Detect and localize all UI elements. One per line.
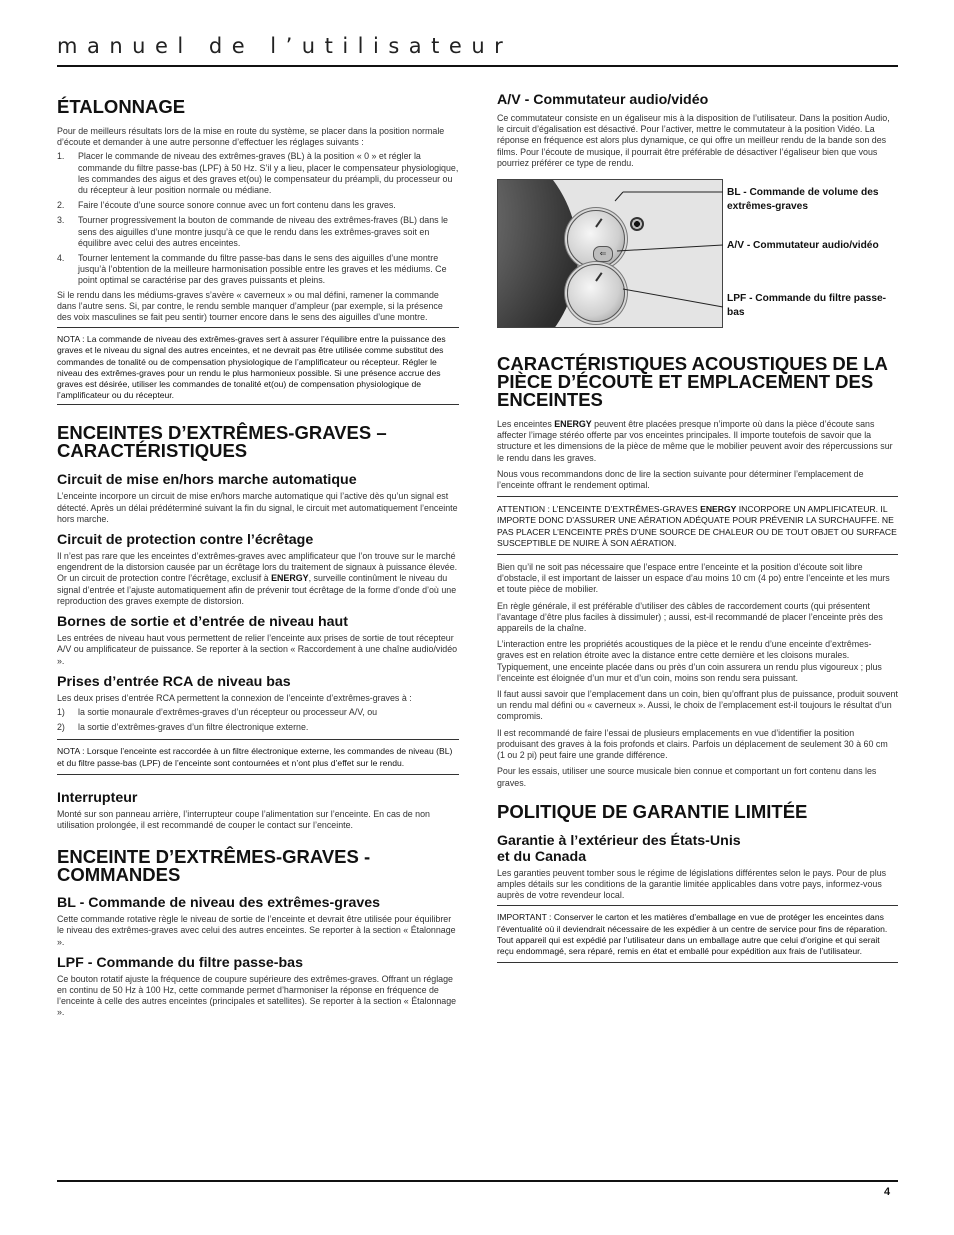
calibration-note: NOTA : La commande de niveau des extrêmes-graves sert à assurer l’équilibre entre la puissance des graves et le niveau du signal des autres enceintes, et ne devrait pas être utilisée comme substitut des commandes de tonalité ou de compensation physiologique de l’amplificateur ou récepteur. Régler le niveau des extrêmes-graves pour un rendu le plus harmonieux possible. Si une présence accrue des graves est désirée, utiliser les commandes de tonalité et(ou) de compensation physiologique de l’amplificateur ou du récepteur. — [57, 334, 446, 401]
high-level-text: Les entrées de niveau haut vous permettent de relier l’enceinte aux prises de sortie de tout récepteur A/V ou amplificateur de puissance. Se reporter à la section « Raccordement à une chaîne audio/vidéo ». — [57, 633, 458, 666]
acoustics-p7: Il est recommandé de faire l’essai de plusieurs emplacements en vue d’identifier la position produisant des graves à la fois profonds et clairs. Parfois un déplacement de seulement 30 à 60 cm (1 ou 2 pi) peut faire une grande différence. — [497, 727, 888, 761]
acoustics-p8: Pour les essais, utiliser une source musicale bien connue et comportant un fort contenu dans les graves. — [497, 766, 877, 788]
page-number: 4 — [884, 1186, 891, 1198]
av-switch: ⇐ — [593, 246, 613, 262]
calibration-step: 2. Faire l’écoute d’une source sonore connue avec un fort contenu dans les graves. — [57, 200, 396, 211]
calibration-step: 4. Tourner lentement la commande du filtre passe-bas dans le sens des aiguilles d’une montre jusqu’à l’obtention de la meilleure harmonisation possible entre les graves et les médiums. Ce point optimal se caractérise par des graves puissants et pleins. — [57, 253, 447, 286]
bl-text: Cette commande rotative règle le niveau de sortie de l’enceinte et devrait être utilisée pour équilibrer le niveau des extrêmes-graves avec celui des autres enceintes. Se reporter à la section « Étalonnage ». — [57, 914, 456, 947]
calibration-title: ÉTALONNAGE — [57, 96, 186, 117]
clip-protection-heading: Circuit de protection contre l’écrêtage — [57, 532, 314, 549]
rca-note: NOTA : Lorsque l’enceinte est raccordée à un filtre électronique externe, les commandes de niveau (BL) et du filtre passe-bas (LPF) de l’enceinte sont contournées et n’ont plus d’effet sur le rendu. — [57, 746, 453, 768]
auto-onoff-text: L’enceinte incorpore un circuit de mise en/hors marche automatique qui l’active dès qu’un signal est détecté. Après un délai prédéterminé suivant la fin du signal, le circuit met automatiquement l’enceinte hors marche. — [57, 491, 458, 524]
divider — [497, 905, 898, 906]
divider — [497, 962, 898, 963]
attention-note: ATTENTION : L’ENCEINTE D’EXTRÊMES-GRAVES ENERGY INCORPORE UN AMPLIFICATEUR. IL IMPORTE DONC D’ASSURER UNE AÉRATION ADÉQUATE POUR PRÉVENIR LA SURCHAUFFE. NE PAS PLACER L’ENCEINTE PRÈS D’UNE SOURCE DE CHALEUR OU DE TOUT OBJET OU SURFACE SUSCEPTIBLE DE NUIRE À SON AÉRATION. — [497, 504, 897, 548]
divider — [57, 327, 459, 328]
footer-rule — [57, 1180, 898, 1182]
rca-item: 1) la sortie monaurale d’extrêmes-graves d’un récepteur ou processeur A/V, ou — [57, 706, 378, 717]
acoustics-p1: Les enceintes ENERGY peuvent être placées presque n’importe où dans la pièce d’écoute sans affecter l’image stéréo offerte par vos enceintes principales. Il importe toutefois de savoir que la structure et les dimensions de la pièce de même que le mobilier peuvent avoir des répercussions sur le rendu dans les graves. — [497, 419, 893, 463]
lpf-callout: LPF - Commande du filtre passe-bas — [727, 293, 887, 318]
lpf-heading: LPF - Commande du filtre passe-bas — [57, 954, 303, 971]
page-header-title: manuel de l’utilisateur — [57, 34, 513, 58]
control-panel-diagram — [497, 179, 898, 326]
warranty-title: POLITIQUE DE GARANTIE LIMITÉE — [497, 800, 808, 822]
header-rule — [57, 65, 898, 67]
auto-onoff-heading: Circuit de mise en/hors marche automatique — [57, 472, 357, 489]
warranty-subtitle: Garantie à l’extérieur des États-Unis et du Canada — [497, 832, 741, 865]
right-column — [497, 92, 898, 963]
acoustics-title: CARACTÉRISTIQUES ACOUSTIQUES DE LA PIÈCE D’ÉCOUTE ET EMPLACEMENT DES ENCEINTES — [497, 353, 888, 411]
av-text: Ce commutateur consiste en un égaliseur mis à la disposition de l’utilisateur. Dans la position Audio, le circuit d’égalisation est désactivé. Pour l’activer, mettre le commutateur à la position Vidéo. La réponse en fréquence est alors plus dynamique, ce qui offre un meilleur rendu de la bande son des films. Pour l’écoute de musique, il pourrait être préférable de désactiver l’égaliseur bien que vous pourriez préférer ce type de rendu. — [497, 113, 890, 168]
acoustics-p6: Il faut aussi savoir que l’emplacement dans un coin, bien qu’offrant plus de puissance, produit souvent un rendu mal défini ou « caverneux ». Aussi, le choix de l’emplacement est-il toujours le résultat d’un compromis. — [497, 689, 898, 722]
rca-list — [57, 707, 459, 733]
warranty-note: IMPORTANT : Conserver le carton et les matières d’emballage en vue de protéger les enceintes dans l’éventualité où il deviendrait nécessaire de les expédier à un centre de service pour fins de réparation. Tout appareil qui est expédié par l’utilisateur dans un emballage autre que celui d’origine et qui serait reçu endommagé, sera réparé, remis en état et emballé pour expédition aux frais de l’utilisateur. — [497, 912, 888, 956]
switch-heading: Interrupteur — [57, 789, 138, 806]
av-heading: A/V - Commutateur audio/vidéo — [497, 92, 709, 108]
acoustics-p4: En règle générale, il est préférable d’utiliser des câbles de raccordement courts (qui présentent l’avantage d’être plus faciles à dissimuler) ; aussi, est-il recommandé de placer l’enceinte près des appareils de la chaîne. — [497, 600, 883, 634]
divider — [57, 739, 459, 740]
acoustics-p3: Bien qu’il ne soit pas nécessaire que l’espace entre l’enceinte et la position d’écoute soit libre d’obstacle, il est important de laisser un espace d’au moins 10 cm (4 po) entre l’enceinte et les murs et toute pièce de mobilier. — [497, 562, 890, 595]
bl-callout: BL - Commande de volume des extrêmes-graves — [727, 187, 879, 212]
brand-name: ENERGY — [271, 573, 309, 584]
switch-text: Monté sur son panneau arrière, l’interrupteur coupe l’alimentation sur l’enceinte. En cas de non utilisation prolongée, il est recommandé de couper le contact sur l’enceinte. — [57, 808, 430, 830]
left-column — [57, 92, 459, 1019]
calibration-steps — [57, 151, 459, 286]
av-callout: A/V - Commutateur audio/vidéo — [727, 240, 879, 252]
features-title: ENCEINTES D’EXTRÊMES-GRAVES – CARACTÉRISTIQUES — [57, 422, 387, 462]
brand-name: ENERGY — [700, 504, 737, 515]
calibration-intro: Pour de meilleurs résultats lors de la mise en route du système, se placer dans la position normale d’écoute et demander à une autre personne d’effectuer les réglages suivants : — [57, 126, 445, 148]
brand-name: ENERGY — [554, 419, 592, 430]
acoustics-p5: L’interaction entre les propriétés acoustiques de la pièce et le rendu d’une enceinte d’extrêmes- graves est en relation étroite avec la distance entre cette dernière et les cloisons murales. Typiquement, une enceinte placée dans ou près d’un coin assurera un rendu plus vigoureux ; plus l’enceinte est éloignée d’un mur et d’un coin, moins son rendu sera puissant. — [497, 639, 882, 683]
clip-protection-text: Il n’est pas rare que les enceintes d’extrêmes-graves avec amplificateur que l’on trouve sur le marché engendrent de la distorsion causée par un écrêtage lors du traitement de signaux à puissance élevée. Or un circuit de protection contre l’écrêtage, exclusif à ENERGY, surveille continûment le niveau du signal d’entrée et l’ajuste automatiquement afin de prévenir tout écrêtage de la forme d’onde d’où une reproduction des graves exempte de distorsion. — [57, 551, 458, 606]
calibration-step: 1. Placer le commande de niveau des extrêmes-graves (BL) à la position « 0 » et régler la commande du filtre passe-bas (LPF) à 50 Hz. S’il y a lieu, placer le compensateur physiologique, les commandes des aigus et des graves et(ou) le compensateur du préampli, du processeur ou du récepteur à leur position normale ou médiane. — [57, 151, 459, 196]
calibration-after: Si le rendu dans les médiums-graves s’avère « caverneux » ou mal défini, ramener la commande dans l’autre sens. Si, par contre, le rendu semble manquer d’ampleur (par exemple, si la présence des voix masculines se fait peu sentir) tourner encore dans le sens des aiguilles d’une montre. — [57, 289, 443, 323]
lpf-text: Ce bouton rotatif ajuste la fréquence de coupure supérieure des extrêmes-graves. Offrant un réglage en continu de 50 Hz à 100 Hz, cette commande permet d’harmoniser la réponse en fréquence de l’enceinte à celle des autres enceintes (principales et satellites). Se reporter à la section « Étalonnage ». — [57, 973, 457, 1018]
acoustics-p2: Nous vous recommandons donc de lire la section suivante pour déterminer l’emplacement de l’enceinte offrant le rendement optimal. — [497, 468, 864, 491]
calibration-step: 3. Tourner progressivement la bouton de commande de niveau des extrêmes-fraves (BL) dans le sens des aiguilles d’une montre jusqu’à ce que le rendu dans les extrêmes-graves soit en équilibre avec celui des autres enceintes. — [57, 215, 448, 248]
divider — [497, 496, 898, 497]
controls-title: ENCEINTE D’EXTRÊMES-GRAVES - COMMANDES — [57, 846, 371, 886]
bl-heading: BL - Commande de niveau des extrêmes-graves — [57, 895, 381, 912]
warranty-text: Les garanties peuvent tomber sous le régime de législations différentes selon le pays. Pour de plus amples détails sur les conditions de la garantie limitée applicables dans votre pays, informez-vous auprès de votre revendeur local. — [497, 867, 887, 901]
rca-text: Les deux prises d’entrée RCA permettent la connexion de l’enceinte d’extrêmes-graves à : — [57, 692, 412, 703]
rca-heading: Prises d’entrée RCA de niveau bas — [57, 673, 291, 690]
high-level-heading: Bornes de sortie et d’entrée de niveau haut — [57, 614, 348, 631]
rca-item: 2) la sortie d’extrêmes-graves d’un filtre électronique externe. — [57, 722, 309, 733]
